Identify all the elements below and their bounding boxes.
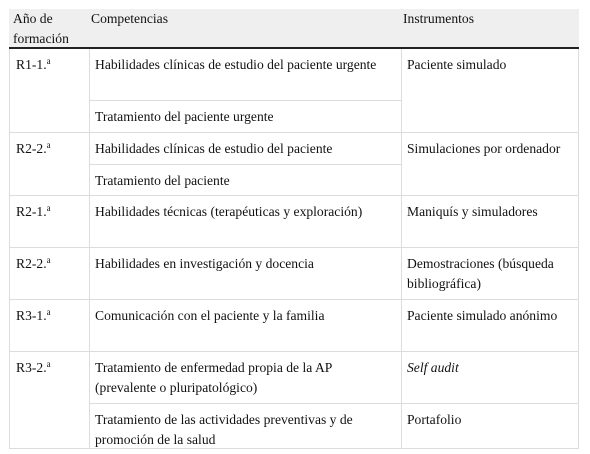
instrumento-cell: Paciente simulado [407,57,507,72]
competencia-cell: Tratamiento de enfermedad propia de la AP (prevalente o pluripatológico) [95,360,332,395]
year-cell: R3-2.$^a$ [16,359,51,375]
header-competencias: Competencias [91,11,169,26]
year-cell: R1-1.$^a$ [16,56,51,72]
competencia-cell: Tratamiento de las actividades preventivas y de promoción de la salud [89,403,401,448]
instrumento-cell: Paciente simulado anónimo [407,308,558,323]
table-row [9,352,579,449]
instrumento-cell: Self audit [407,360,459,375]
table-row [9,49,579,133]
competencia-cell: Tratamiento del paciente [89,164,401,195]
header-instrumentos: Instrumentos [403,11,474,26]
table-row [9,133,579,196]
competencia-cell: Habilidades clínicas de estudio del paciente urgente [95,57,377,72]
instrumento-cell: Maniquís y simuladores [407,204,538,219]
competencia-cell: Tratamiento del paciente urgente [89,100,401,132]
competencia-cell: Comunicación con el paciente y la familia [95,308,325,323]
instrumento-cell: Simulaciones por ordenador [407,141,561,156]
competencia-cell: Habilidades técnicas (terapéuticas y exploración) [95,204,363,219]
table-row [9,300,579,352]
header-year: Año de formación [13,11,69,46]
instrumento-cell: Demostraciones (búsqueda bibliográfica) [407,256,554,291]
year-cell: R2-1.$^a$ [16,203,51,219]
year-cell: R3-1.$^a$ [16,307,51,323]
competencias-table [9,9,579,449]
year-cell: R2-2.$^a$ [16,140,51,156]
table-header [9,9,579,49]
year-cell: R2-2.$^a$ [16,255,51,271]
instrumento-cell: Portafolio [401,403,579,430]
table-row [9,196,579,248]
competencia-cell: Habilidades en investigación y docencia [95,256,314,271]
table-row [9,248,579,300]
competencia-cell: Habilidades clínicas de estudio del paciente [95,141,333,156]
